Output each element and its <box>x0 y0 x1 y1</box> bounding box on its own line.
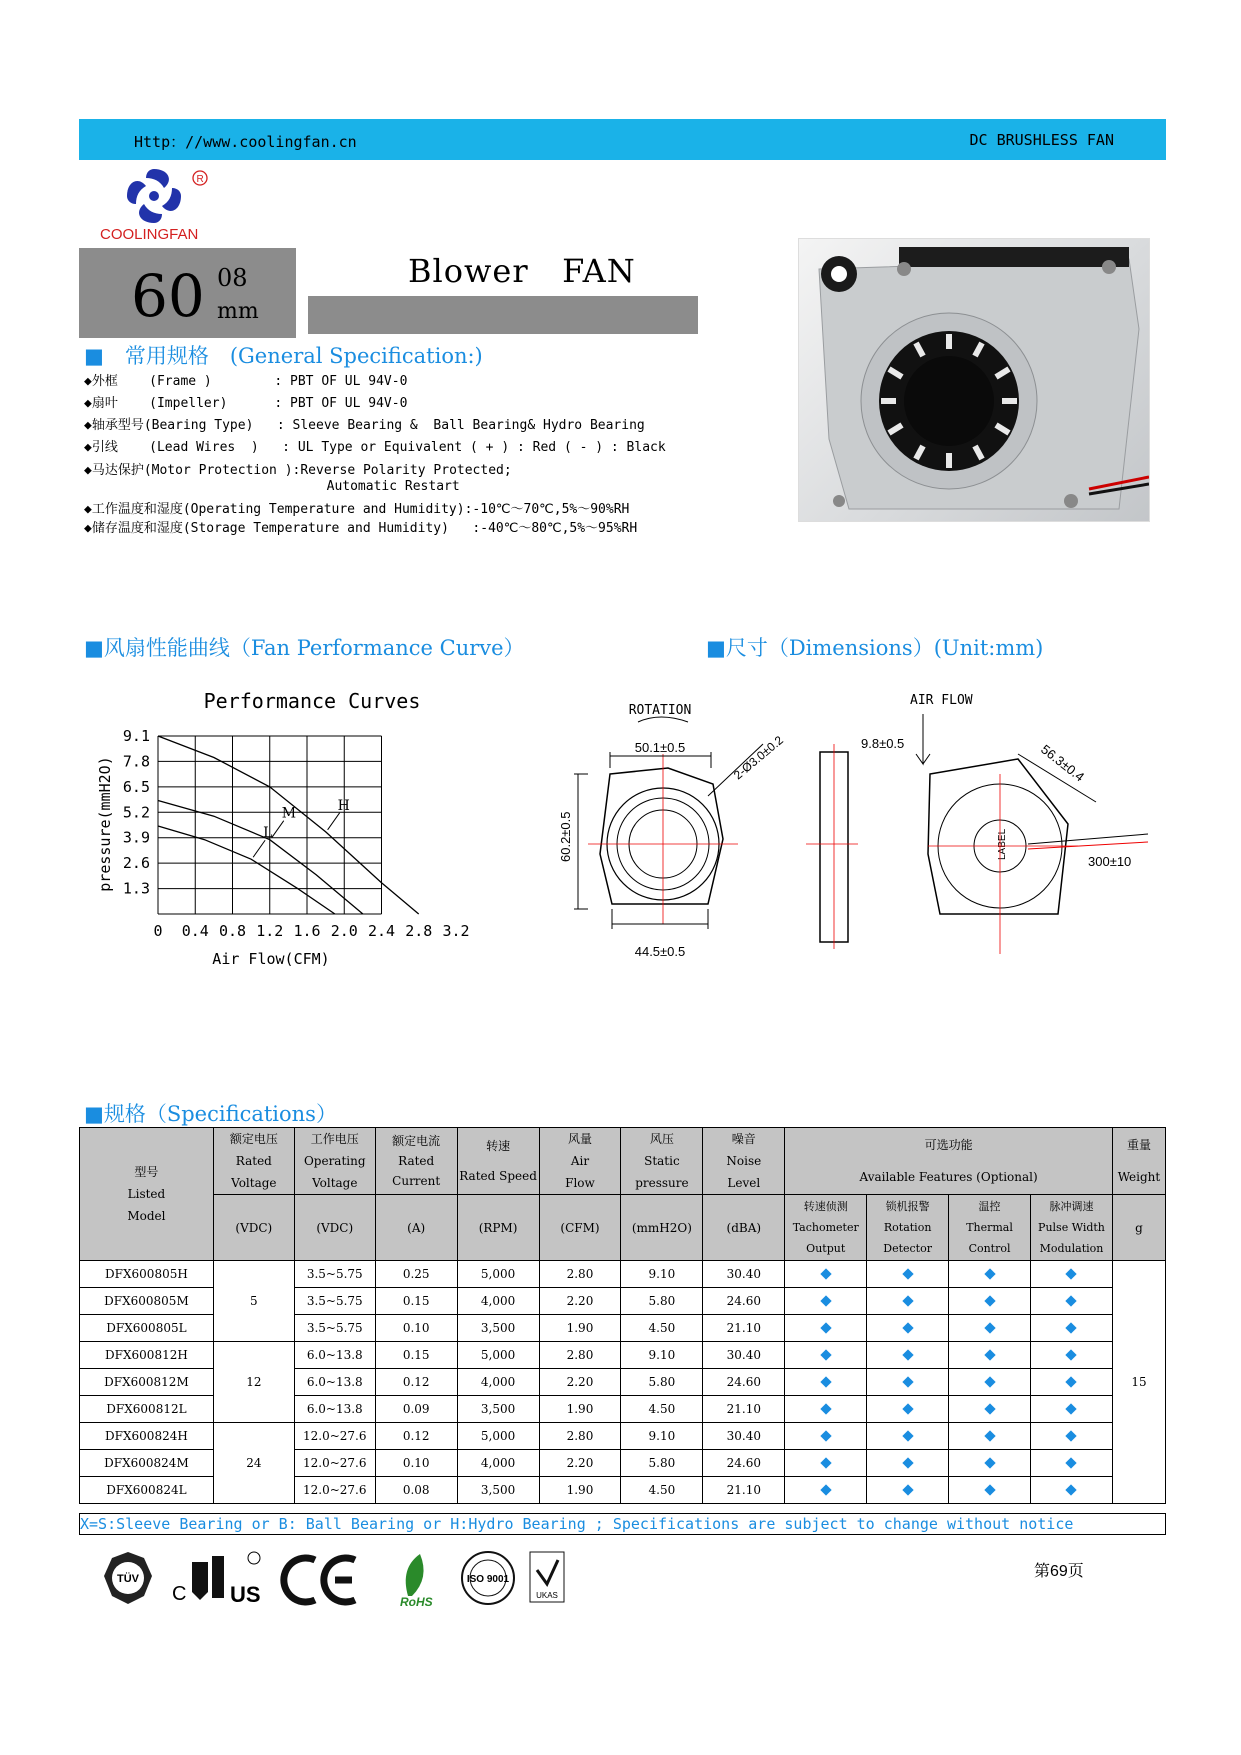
feature-available-cell <box>949 1450 1031 1477</box>
diamond-icon <box>984 1376 995 1387</box>
feature-available-cell <box>949 1315 1031 1342</box>
feature-rotation-detector: 锁机报警 Rotation Detector <box>867 1195 949 1261</box>
y-tick-label: 6.5 <box>122 777 150 796</box>
noise-cell: 30.40 <box>703 1423 785 1450</box>
diamond-icon <box>984 1484 995 1495</box>
general-spec-title: ■ 常用规格 (General Specification:) <box>84 344 483 368</box>
y-tick-label: 2.6 <box>122 854 150 873</box>
rated-voltage-cell: 5 <box>213 1261 294 1342</box>
col-model: 型号 Listed Model <box>80 1128 214 1261</box>
page-number: 第69页 <box>1034 1563 1084 1580</box>
diamond-icon <box>902 1322 913 1333</box>
col-noise: 噪音 Noise Level <box>703 1128 785 1195</box>
diamond-icon <box>820 1295 831 1306</box>
feature-available-cell <box>1031 1315 1113 1342</box>
specification-table <box>79 1127 1166 1504</box>
rated-voltage-cell: 12 <box>213 1342 294 1423</box>
operating-voltage-cell: 12.0~27.6 <box>294 1477 375 1504</box>
feature-available-cell <box>785 1396 867 1423</box>
feature-available-cell <box>867 1396 949 1423</box>
spec-bearing: ◆轴承型号(Bearing Type) : Sleeve Bearing & Ball Bearing& Hydro Bearing <box>84 418 645 433</box>
feature-available-cell <box>949 1396 1031 1423</box>
feature-available-cell <box>1031 1342 1113 1369</box>
feature-thermal-control: 温控 Thermal Control <box>949 1195 1031 1261</box>
diamond-icon <box>1066 1484 1077 1495</box>
diamond-icon <box>902 1457 913 1468</box>
dim-height: 60.2±0.5 <box>558 811 573 862</box>
spec-motor-protection: ◆马达保护(Motor Protection ):Reverse Polarity Protected; <box>84 463 512 478</box>
diamond-icon <box>984 1268 995 1279</box>
current-cell: 0.10 <box>375 1450 457 1477</box>
feature-available-cell <box>867 1450 949 1477</box>
size-box <box>79 248 296 338</box>
current-cell: 0.12 <box>375 1369 457 1396</box>
col-speed: 转速 Rated Speed <box>457 1128 539 1195</box>
svg-text:ISO 9001: ISO 9001 <box>466 1574 510 1585</box>
diamond-icon <box>820 1376 831 1387</box>
dim-top-width: 50.1±0.5 <box>634 740 686 755</box>
pressure-cell: 4.50 <box>621 1477 703 1504</box>
pressure-cell: 5.80 <box>621 1450 703 1477</box>
product-title: Blower FAN <box>408 252 636 290</box>
operating-voltage-cell: 6.0~13.8 <box>294 1396 375 1423</box>
model-cell: DFX600812H <box>80 1342 214 1369</box>
dim-hole: 2-Ø3.0±0.2 <box>730 733 786 783</box>
speed-cell: 4,000 <box>457 1369 539 1396</box>
feature-available-cell <box>1031 1261 1113 1288</box>
noise-cell: 24.60 <box>703 1369 785 1396</box>
side-view <box>806 736 904 949</box>
diamond-icon <box>820 1430 831 1441</box>
dim-lead-length: 300±10 <box>1088 854 1132 869</box>
x-tick-label: 2.0 <box>330 922 358 940</box>
operating-voltage-cell: 6.0~13.8 <box>294 1342 375 1369</box>
diamond-icon <box>820 1349 831 1360</box>
series-label-leader <box>328 813 340 830</box>
diamond-icon <box>1066 1322 1077 1333</box>
svg-text:UKAS: UKAS <box>536 1591 558 1600</box>
feature-available-cell <box>1031 1450 1113 1477</box>
performance-chart <box>86 684 526 974</box>
noise-cell: 21.10 <box>703 1396 785 1423</box>
x-tick-label: 2.8 <box>405 922 433 940</box>
feature-available-cell <box>867 1315 949 1342</box>
feature-available-cell <box>949 1369 1031 1396</box>
feature-available-cell <box>785 1450 867 1477</box>
col-operating-voltage: 工作电压 Operating Voltage <box>294 1128 375 1195</box>
col-air-flow: 风量 Air Flow <box>539 1128 621 1195</box>
product-category: DC BRUSHLESS FAN <box>969 131 1114 149</box>
dimension-section-title: ■尺寸（Dimensions）(Unit:mm) <box>706 636 1044 660</box>
series-label: M <box>281 805 297 822</box>
pressure-cell: 4.50 <box>621 1396 703 1423</box>
current-cell: 0.08 <box>375 1477 457 1504</box>
col-rated-voltage: 额定电压 Rated Voltage <box>213 1128 294 1195</box>
diamond-icon <box>984 1403 995 1414</box>
x-tick-label: 0.4 <box>181 922 209 940</box>
pressure-cell: 5.80 <box>621 1288 703 1315</box>
col-rated-current: 额定电流 Rated Current <box>375 1128 457 1195</box>
feature-available-cell <box>785 1477 867 1504</box>
series-label: H <box>337 797 350 814</box>
noise-cell: 21.10 <box>703 1477 785 1504</box>
diamond-icon <box>820 1322 831 1333</box>
rear-view <box>910 693 1148 954</box>
y-tick-label: 7.8 <box>122 752 150 771</box>
ul-logo <box>172 1552 261 1607</box>
x-tick-label: 0.8 <box>218 922 247 940</box>
rated-voltage-cell: 24 <box>213 1423 294 1504</box>
spec-storage-temp: ◆储存温度和湿度(Storage Temperature and Humidity) :-40℃～80℃,5%～95%RH <box>84 521 638 536</box>
svg-text:C: C <box>172 1583 187 1605</box>
model-cell: DFX600824M <box>80 1450 214 1477</box>
diamond-icon <box>820 1457 831 1468</box>
noise-cell: 30.40 <box>703 1261 785 1288</box>
air-flow-cell: 2.80 <box>539 1423 621 1450</box>
feature-available-cell <box>785 1369 867 1396</box>
diamond-icon <box>1066 1403 1077 1414</box>
diamond-icon <box>984 1457 995 1468</box>
x-tick-label: 1.2 <box>256 922 284 940</box>
diamond-icon <box>902 1403 913 1414</box>
feature-available-cell <box>867 1369 949 1396</box>
svg-text:RoHS: RoHS <box>400 1595 433 1609</box>
label-text: LABEL <box>997 828 1008 860</box>
front-view <box>558 703 786 959</box>
col-static-pressure: 风压 Static pressure <box>621 1128 703 1195</box>
speed-cell: 5,000 <box>457 1342 539 1369</box>
model-cell: DFX600805M <box>80 1288 214 1315</box>
diamond-icon <box>902 1349 913 1360</box>
air-flow-label: AIR FLOW <box>910 693 973 708</box>
series-label-leader <box>253 840 265 857</box>
weight-cell: 15 <box>1112 1261 1165 1504</box>
unit-air-flow: (CFM) <box>539 1195 621 1261</box>
diamond-icon <box>984 1295 995 1306</box>
diamond-icon <box>1066 1295 1077 1306</box>
feature-available-cell <box>1031 1288 1113 1315</box>
feature-available-cell <box>949 1288 1031 1315</box>
operating-voltage-cell: 3.5~5.75 <box>294 1315 375 1342</box>
feature-pwm: 脉冲调速 Pulse Width Modulation <box>1031 1195 1113 1261</box>
series-line-l <box>158 826 335 914</box>
table-row <box>80 1423 1166 1450</box>
website-url[interactable]: Http：//www.coolingfan.cn <box>134 133 357 151</box>
speed-cell: 5,000 <box>457 1423 539 1450</box>
noise-cell: 21.10 <box>703 1315 785 1342</box>
svg-text:R: R <box>196 174 204 185</box>
ce-logo <box>284 1558 355 1602</box>
unit-weight: g <box>1112 1195 1165 1261</box>
diamond-icon <box>1066 1376 1077 1387</box>
diamond-icon <box>1066 1430 1077 1441</box>
speed-cell: 5,000 <box>457 1261 539 1288</box>
y-tick-label: 3.9 <box>122 828 150 847</box>
current-cell: 0.15 <box>375 1288 457 1315</box>
diamond-icon <box>984 1322 995 1333</box>
air-flow-cell: 1.90 <box>539 1396 621 1423</box>
feature-available-cell <box>949 1477 1031 1504</box>
speed-cell: 3,500 <box>457 1315 539 1342</box>
x-tick-label: 0 <box>153 922 163 940</box>
model-cell: DFX600824H <box>80 1423 214 1450</box>
feature-available-cell <box>785 1288 867 1315</box>
feature-available-cell <box>1031 1423 1113 1450</box>
speed-cell: 4,000 <box>457 1450 539 1477</box>
diamond-icon <box>902 1295 913 1306</box>
diamond-icon <box>820 1484 831 1495</box>
feature-available-cell <box>1031 1396 1113 1423</box>
air-flow-cell: 2.80 <box>539 1342 621 1369</box>
spec-impeller: ◆扇叶 (Impeller) : PBT OF UL 94V-0 <box>84 396 408 411</box>
series-line-h <box>158 736 419 914</box>
product-photo <box>798 238 1150 522</box>
operating-voltage-cell: 12.0~27.6 <box>294 1450 375 1477</box>
unit-pressure: (mmH2O) <box>621 1195 703 1261</box>
air-flow-cell: 2.20 <box>539 1369 621 1396</box>
pressure-cell: 9.10 <box>621 1342 703 1369</box>
feature-available-cell <box>867 1261 949 1288</box>
series-label-leader <box>272 821 284 838</box>
feature-available-cell <box>867 1423 949 1450</box>
current-cell: 0.25 <box>375 1261 457 1288</box>
col-weight: 重量 Weight <box>1112 1128 1165 1195</box>
table-row <box>80 1342 1166 1369</box>
pressure-cell: 4.50 <box>621 1315 703 1342</box>
feature-available-cell <box>949 1423 1031 1450</box>
feature-available-cell <box>867 1342 949 1369</box>
pressure-cell: 9.10 <box>621 1261 703 1288</box>
tuv-logo <box>104 1552 152 1604</box>
noise-cell: 24.60 <box>703 1450 785 1477</box>
model-cell: DFX600805H <box>80 1261 214 1288</box>
brand-name: COOLINGFAN <box>100 226 199 243</box>
feature-tachometer: 转速侦测 Tachometer Output <box>785 1195 867 1261</box>
current-cell: 0.10 <box>375 1315 457 1342</box>
dimension-drawing <box>548 684 1168 974</box>
operating-voltage-cell: 3.5~5.75 <box>294 1261 375 1288</box>
feature-available-cell <box>1031 1477 1113 1504</box>
header-bar <box>79 119 1166 160</box>
title-bar <box>308 296 698 334</box>
x-tick-label: 3.2 <box>442 922 470 940</box>
operating-voltage-cell: 3.5~5.75 <box>294 1288 375 1315</box>
model-cell: DFX600824L <box>80 1477 214 1504</box>
svg-text:TÜV: TÜV <box>117 1573 139 1585</box>
pressure-cell: 9.10 <box>621 1423 703 1450</box>
feature-available-cell <box>949 1342 1031 1369</box>
feature-available-cell <box>867 1288 949 1315</box>
speed-cell: 3,500 <box>457 1477 539 1504</box>
air-flow-cell: 2.20 <box>539 1288 621 1315</box>
diamond-icon <box>984 1430 995 1441</box>
coolingfan-logo <box>124 166 216 226</box>
spec-frame: ◆外框 (Frame ) : PBT OF UL 94V-0 <box>84 374 408 389</box>
diamond-icon <box>820 1268 831 1279</box>
operating-voltage-cell: 12.0~27.6 <box>294 1423 375 1450</box>
feature-available-cell <box>785 1423 867 1450</box>
current-cell: 0.15 <box>375 1342 457 1369</box>
air-flow-cell: 2.80 <box>539 1261 621 1288</box>
air-flow-cell: 1.90 <box>539 1315 621 1342</box>
speed-cell: 3,500 <box>457 1396 539 1423</box>
unit-noise: (dBA) <box>703 1195 785 1261</box>
feature-available-cell <box>785 1315 867 1342</box>
air-flow-cell: 1.90 <box>539 1477 621 1504</box>
series-line-m <box>158 801 363 915</box>
size-unit: mm <box>217 299 259 324</box>
noise-cell: 30.40 <box>703 1342 785 1369</box>
certification-logos <box>100 1548 620 1610</box>
rohs-logo <box>400 1554 433 1609</box>
dim-bottom-width: 44.5±0.5 <box>634 944 686 959</box>
y-tick-label: 9.1 <box>122 727 150 745</box>
x-tick-label: 2.4 <box>367 922 396 940</box>
pressure-cell: 5.80 <box>621 1369 703 1396</box>
col-features: 可选功能 Available Features (Optional) <box>785 1128 1113 1195</box>
operating-voltage-cell: 6.0~13.8 <box>294 1369 375 1396</box>
noise-cell: 24.60 <box>703 1288 785 1315</box>
speed-cell: 4,000 <box>457 1288 539 1315</box>
size-thickness: 08 <box>217 264 248 292</box>
feature-available-cell <box>949 1261 1031 1288</box>
unit-current: (A) <box>375 1195 457 1261</box>
feature-available-cell <box>785 1342 867 1369</box>
diamond-icon <box>902 1376 913 1387</box>
current-cell: 0.12 <box>375 1423 457 1450</box>
spec-table-title: ■规格（Specifications） <box>84 1102 337 1126</box>
model-cell: DFX600812L <box>80 1396 214 1423</box>
diamond-icon <box>984 1349 995 1360</box>
diamond-icon <box>1066 1349 1077 1360</box>
diamond-icon <box>902 1484 913 1495</box>
curve-section-title: ■风扇性能曲线（Fan Performance Curve） <box>84 636 525 660</box>
y-tick-label: 1.3 <box>122 879 150 898</box>
chart-ylabel: pressure(mmH2O) <box>96 756 114 892</box>
spec-auto-restart: Automatic Restart <box>84 479 460 494</box>
diamond-icon <box>902 1430 913 1441</box>
rotation-label: ROTATION <box>628 703 692 718</box>
feature-available-cell <box>1031 1369 1113 1396</box>
model-cell: DFX600812M <box>80 1369 214 1396</box>
feature-available-cell <box>785 1261 867 1288</box>
table-row <box>80 1261 1166 1288</box>
chart-title: Performance Curves <box>203 689 421 713</box>
diamond-icon <box>1066 1268 1077 1279</box>
x-tick-label: 1.6 <box>293 922 321 940</box>
spec-lead-wires: ◆引线 (Lead Wires ) : UL Type or Equivalent ( + ) : Red ( - ) : Black <box>84 440 666 455</box>
chart-xlabel: Air Flow(CFM) <box>212 950 330 968</box>
feature-available-cell <box>867 1477 949 1504</box>
spec-operating-temp: ◆工作温度和湿度(Operating Temperature and Humidity):-10℃～70℃,5%～90%RH <box>84 502 630 517</box>
current-cell: 0.09 <box>375 1396 457 1423</box>
model-cell: DFX600805L <box>80 1315 214 1342</box>
series-label: L <box>263 825 273 842</box>
svg-text:US: US <box>230 1582 261 1607</box>
footnote: X=S:Sleeve Bearing or B: Ball Bearing or H:Hydro Bearing ; Specifications are subject to change without notice <box>79 1513 1166 1535</box>
dim-thickness: 9.8±0.5 <box>861 736 905 751</box>
diamond-icon <box>1066 1457 1077 1468</box>
air-flow-cell: 2.20 <box>539 1450 621 1477</box>
diamond-icon <box>820 1403 831 1414</box>
size-value: 60 <box>131 262 205 330</box>
unit-rated-voltage: (VDC) <box>213 1195 294 1261</box>
iso-logo <box>462 1552 514 1604</box>
unit-operating-voltage: (VDC) <box>294 1195 375 1261</box>
unit-speed: (RPM) <box>457 1195 539 1261</box>
dim-diagonal: 56.3±0.4 <box>1038 741 1088 785</box>
diamond-icon <box>902 1268 913 1279</box>
ukas-logo <box>530 1552 564 1602</box>
y-tick-label: 5.2 <box>122 803 150 822</box>
